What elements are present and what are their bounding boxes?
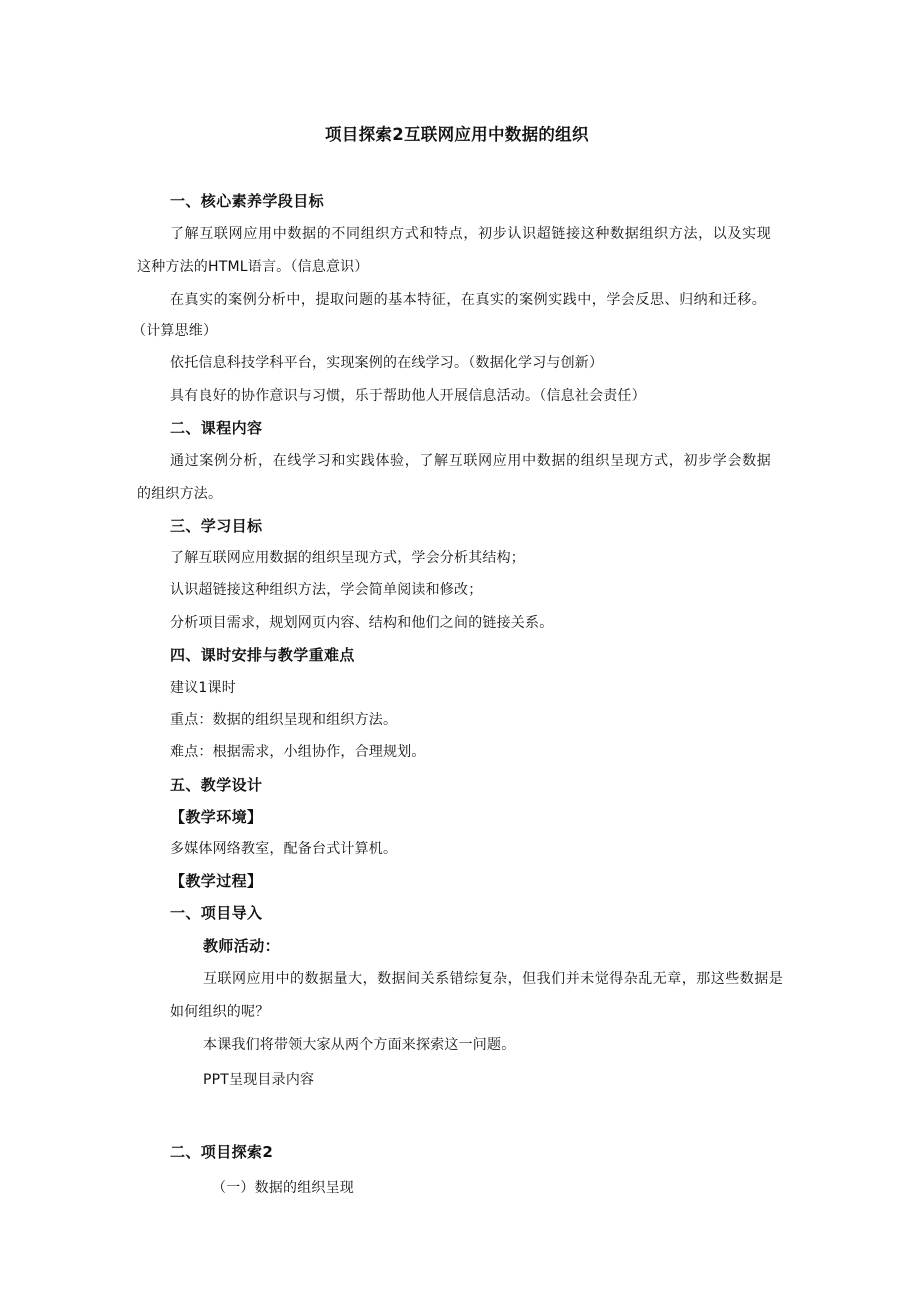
teacher-activity-paragraph-line-1: 互联网应用中的数据量大，数据间关系错综复杂，但我们并未觉得杂乱无章，那这些数据是 <box>203 971 783 987</box>
teacher-activity-paragraph-2: 本课我们将带领大家从两个方面来探索这一问题。 <box>203 1037 516 1053</box>
teaching-environment-label: 【教学环境】 <box>170 808 263 826</box>
paragraph-course-content-line-1: 通过案例分析，在线学习和实践体验，了解互联网应用中数据的组织呈现方式，初步学会数据 <box>170 453 771 469</box>
paragraph-goal-4: 具有良好的协作意识与习惯，乐于帮助他人开展信息活动。（信息社会责任） <box>170 388 646 404</box>
teacher-activity-paragraph-line-2: 如何组织的呢？ <box>170 1004 270 1020</box>
paragraph-goal-1-line-2: 这种方法的HTML语言。（信息意识） <box>137 259 369 275</box>
paragraph-goal-2-line-2: （计算思维） <box>132 323 218 339</box>
section-heading-schedule-keypoints: 四、课时安排与教学重难点 <box>170 646 355 664</box>
learning-goal-item: 分析项目需求，规划网页内容、结构和他们之间的链接关系。 <box>170 615 554 631</box>
schedule-item: 建议1课时 <box>170 680 236 696</box>
paragraph-goal-1-line-1: 了解互联网应用中数据的不同组织方式和特点，初步认识超链接这种数据组织方法，以及实现 <box>170 226 771 242</box>
difficult-point-item: 难点：根据需求，小组协作，合理规划。 <box>170 744 426 760</box>
section-heading-learning-goals: 三、学习目标 <box>170 517 263 535</box>
step-heading-project-intro: 一、项目导入 <box>170 904 263 922</box>
subsection-data-presentation: （一）数据的组织呈现 <box>212 1180 354 1196</box>
teaching-environment-text: 多媒体网络教室，配备台式计算机。 <box>170 841 398 857</box>
key-point-item: 重点：数据的组织呈现和组织方法。 <box>170 712 398 728</box>
section-heading-teaching-design: 五、教学设计 <box>170 776 263 794</box>
paragraph-goal-2-line-1: 在真实的案例分析中，提取问题的基本特征，在真实的案例实践中，学会反思、归纳和迁移。 <box>170 292 766 308</box>
learning-goal-item: 了解互联网应用数据的组织呈现方式，学会分析其结构； <box>170 550 525 566</box>
teacher-activity-label: 教师活动： <box>203 937 281 955</box>
teacher-activity-paragraph-3: PPT呈现目录内容 <box>203 1072 315 1088</box>
document-title: 项目探索2互联网应用中数据的组织 <box>325 125 589 144</box>
paragraph-goal-3: 依托信息科技学科平台，实现案例的在线学习。（数据化学习与创新） <box>170 355 604 371</box>
step-heading-project-explore: 二、项目探索2 <box>170 1143 274 1161</box>
learning-goal-item: 认识超链接这种组织方法，学会简单阅读和修改； <box>170 582 483 598</box>
paragraph-course-content-line-2: 的组织方法。 <box>137 486 223 502</box>
teaching-process-label: 【教学过程】 <box>170 872 263 890</box>
section-heading-course-content: 二、课程内容 <box>170 419 263 437</box>
section-heading-core-literacy: 一、核心素养学段目标 <box>170 192 325 210</box>
